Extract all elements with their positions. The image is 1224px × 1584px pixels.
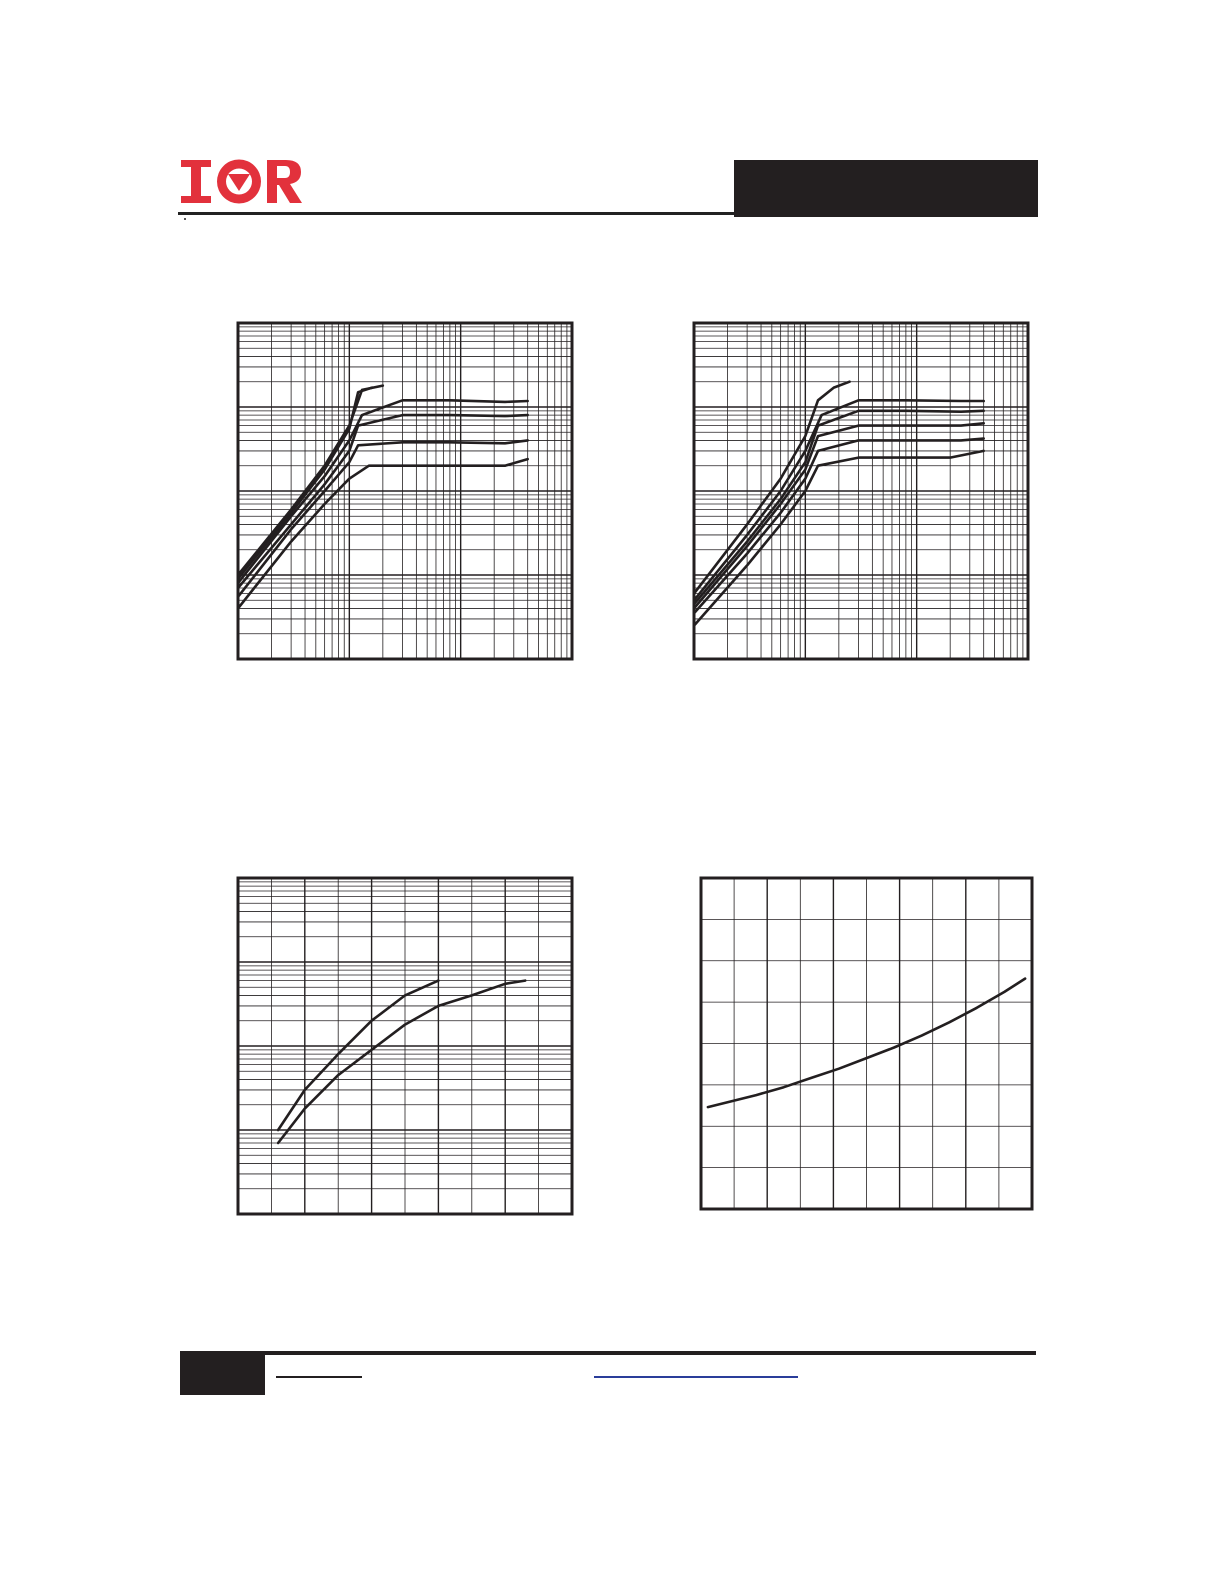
chart-svg (236, 321, 574, 661)
ior-logo-graphic (178, 154, 304, 210)
chart-transfer-characteristics (236, 876, 574, 1216)
chart-svg (692, 321, 1030, 661)
footer-page-number-block (180, 1351, 265, 1395)
chart-grid (238, 878, 572, 1214)
footer-link-underline[interactable] (276, 1376, 362, 1378)
chart-svg (236, 876, 574, 1216)
ior-logo (178, 154, 304, 210)
chart-grid (694, 323, 1028, 659)
chart-output-characteristics-1 (236, 321, 574, 661)
header-part-number-block (734, 160, 1038, 217)
header-dot (184, 218, 186, 220)
series-line-1 (278, 981, 438, 1130)
footer-rule (180, 1351, 1036, 1355)
chart-grid (701, 878, 1032, 1209)
series-line-2 (278, 981, 525, 1143)
footer-url-link-underline[interactable] (594, 1376, 798, 1378)
chart-grid (238, 323, 572, 659)
chart-normalized-resistance-vs-temperature (699, 876, 1034, 1211)
header-rule (178, 212, 738, 215)
series-line-5 (238, 386, 383, 575)
chart-svg (699, 876, 1034, 1211)
chart-output-characteristics-2 (692, 321, 1030, 661)
